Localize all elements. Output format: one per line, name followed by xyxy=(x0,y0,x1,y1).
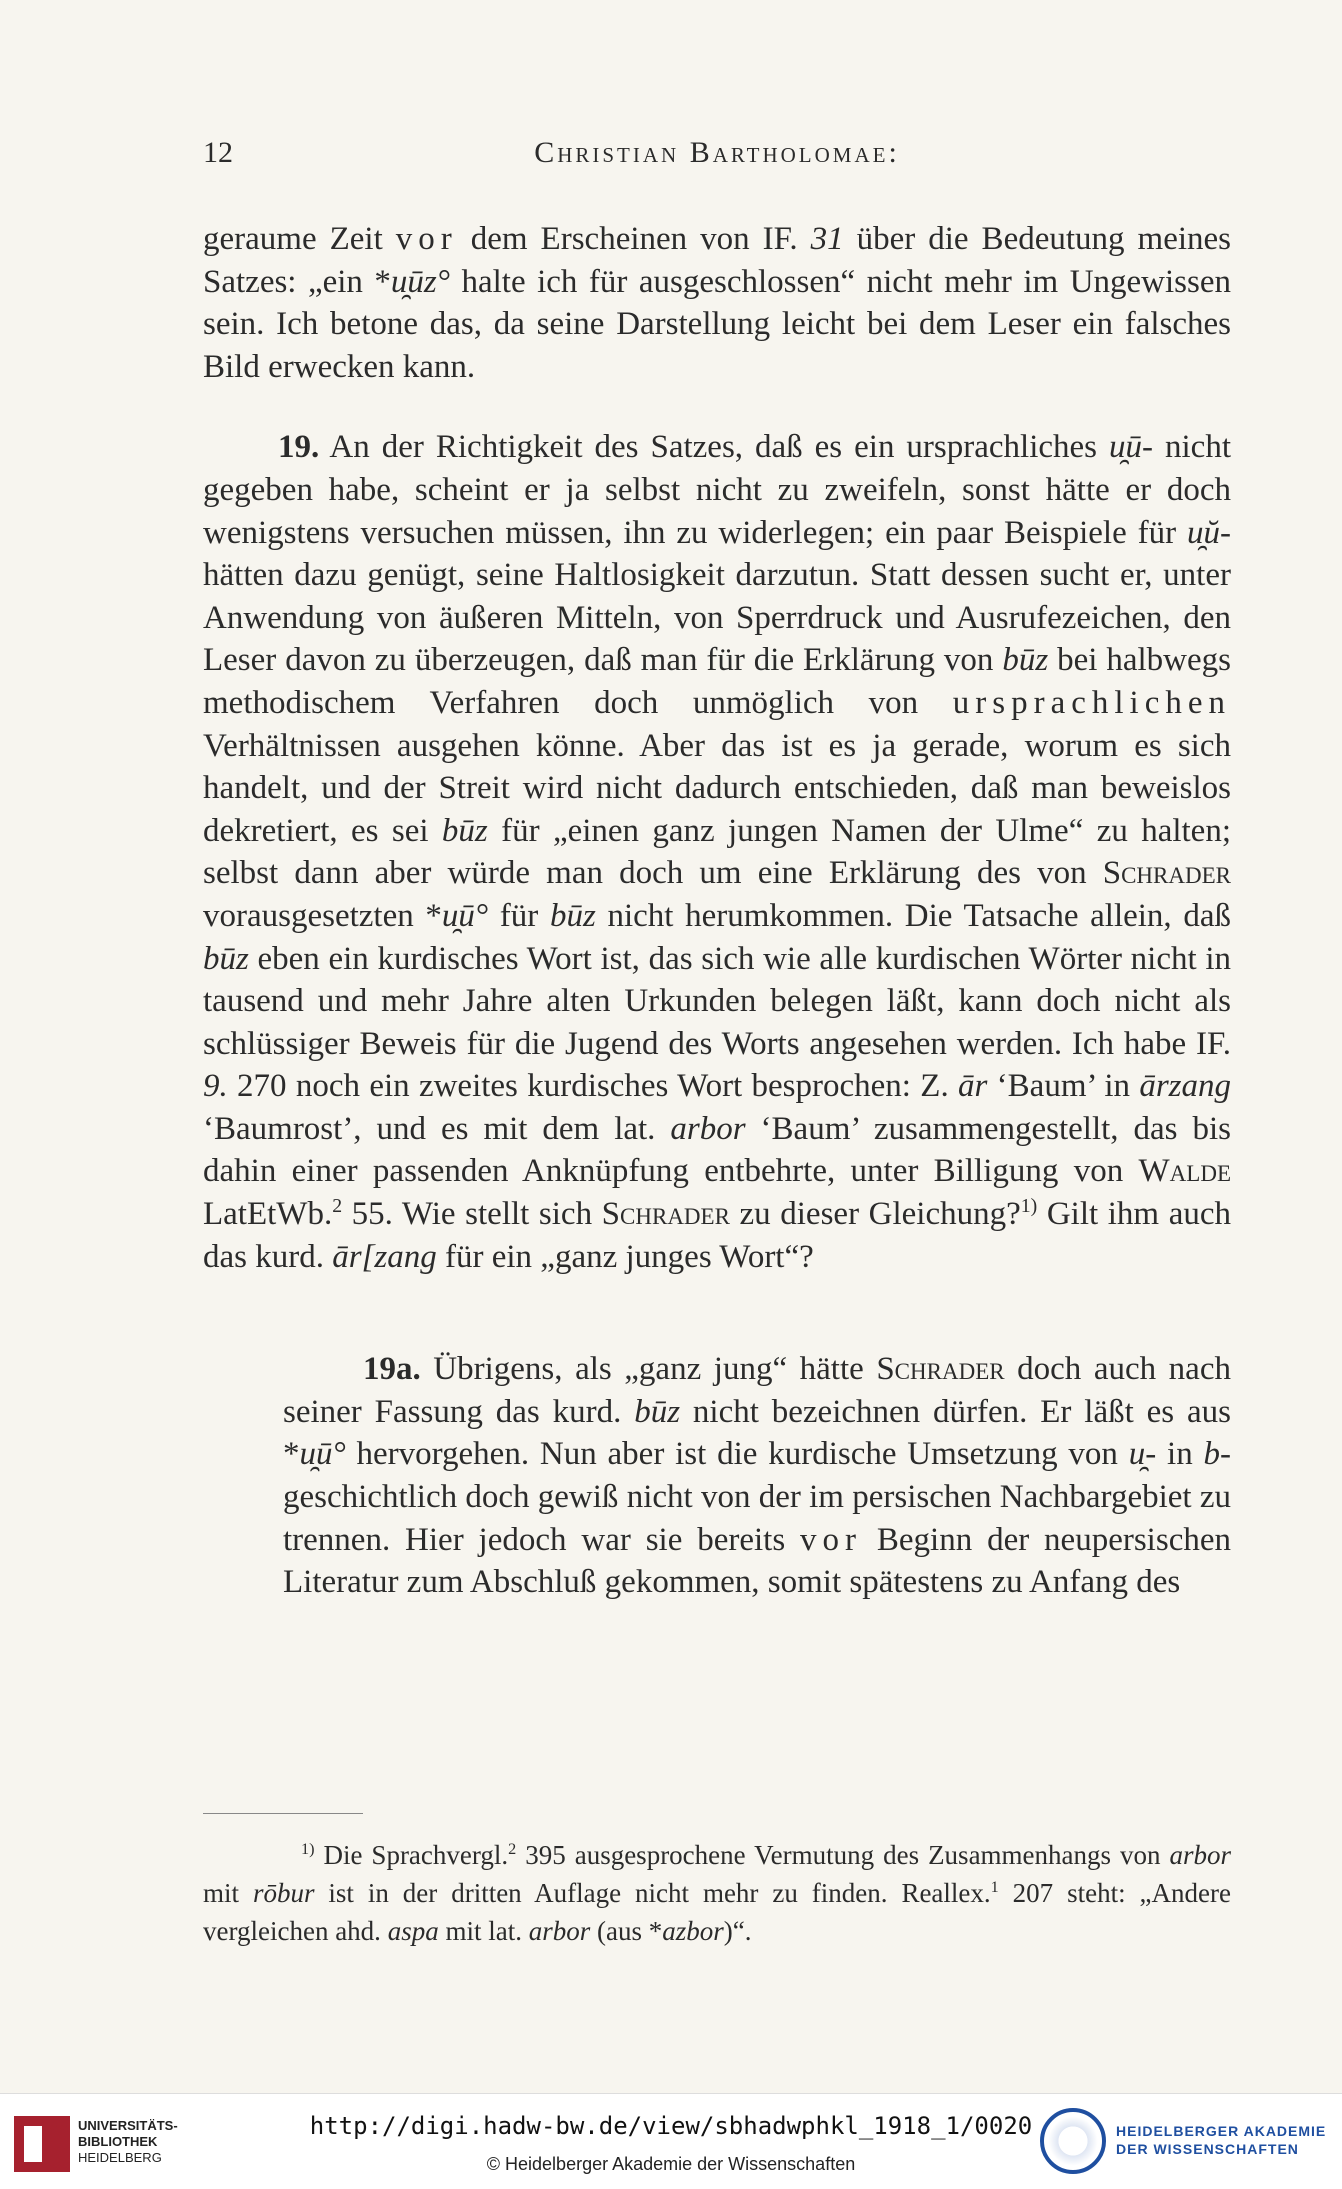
footnote-rule xyxy=(203,1813,363,1814)
paragraph-19a: 19a. Übrigens, als „ganz jung“ hätte Schrader doch auch nach seiner Fassung das kurd. būz nicht bezeichnen dürfen. Er läßt es aus *u̯ū° hervorgehen. Nun aber ist die kurdische Umsetzung von u̯- in b- geschichtlich doch gewiß nicht von der im persischen Nachbargebiet zu trennen. Hier jedoch war sie bereits vor Beginn der neupersischen Literatur zum Abschluß gekommen, somit spätestens zu Anfang des xyxy=(283,1351,1232,1601)
page-header xyxy=(203,136,1231,176)
running-head: Christian Bartholomae: xyxy=(534,136,900,169)
body-text xyxy=(203,218,1231,1604)
footnote-ref: 1) xyxy=(1020,1195,1038,1218)
academy-seal-icon xyxy=(1040,2108,1106,2174)
logo-text-line: HEIDELBERGER AKADEMIE xyxy=(1116,2123,1327,2139)
logo-text-line: HEIDELBERG xyxy=(78,2150,162,2165)
footnote-marker: 1) xyxy=(301,1840,315,1858)
section-number: 19a. xyxy=(363,1351,421,1388)
footer-bar xyxy=(0,2093,1342,2189)
logo-text-line: UNIVERSITÄTS- xyxy=(78,2118,178,2133)
copyright-notice: © Heidelberger Akademie der Wissenschaften xyxy=(486,2154,856,2174)
permalink-url[interactable]: http://digi.hadw-bw.de/view/sbhadwphkl_1918_1/0020 xyxy=(309,2112,1033,2140)
paragraph-intro: geraume Zeit vor dem Erscheinen von IF. 31 über die Bedeutung meines Satzes: „ein *u̯ūz° halte ich für ausgeschlossen“ nicht mehr im Ungewissen sein. Ich betone das, da seine Darstellung leicht bei dem Leser ein falsches Bild erwecken kann. xyxy=(203,221,1232,385)
logo-text-line: BIBLIOTHEK xyxy=(78,2134,158,2149)
section-number: 19. xyxy=(278,429,320,466)
academy-logo[interactable] xyxy=(1040,2108,1335,2178)
paragraph-19: 19. An der Richtigkeit des Satzes, daß es ein ursprachliches u̯ū- nicht gegeben habe, scheint er ja selbst nicht zu zweifeln, sonst hätte er doch wenigstens versuchen müssen, ihn zu widerlegen; ein paar Beispiele für u̯ŭ- hätten dazu genügt, seine Haltlosigkeit darzutun. Statt dessen sucht er, unter Anwendung von äußeren Mitteln, von Sperrdruck und Ausrufezeichen, den Leser davon zu überzeugen, daß man für die Erklärung von būz bei halbwegs methodischem Verfahren doch unmöglich von ursprachlichen Verhältnissen ausgehen könne. Aber das ist es ja gerade, worum es sich handelt, und der Streit wird nicht dadurch entschieden, daß man beweislos dekretiert, es sei būz für „einen ganz jungen Namen der Ulme“ zu halten; selbst dann aber würde man doch um eine Erklärung des von Schrader vorausgesetzten *u̯ū° für būz nicht herumkommen. Die Tatsache allein, daß būz eben ein kurdisches Wort ist, das sich wie alle kurdischen Wörter nicht in tausend und mehr Jahre alten Urkunden belegen läßt, kann doch nicht als schlüssiger Beweis für die Jugend des Worts angesehen werden. Ich habe IF. 9. 270 noch ein zweites kurdisches Wort besprochen: Z. ār ‘Baum’ in ārzang ‘Baumrost’, und es mit dem lat. arbor ‘Baum’ zusammengestellt, das bis dahin einer passenden Anknüpfung entbehrte, unter Billigung von Walde LatEtWb.$^2$ 55. Wie stellt sich Schrader zu dieser Gleichung?$^{1)}$ Gilt ihm auch das kurd. ār[zang für ein „ganz junges Wort“? xyxy=(203,429,1232,1275)
page-number: 12 xyxy=(203,136,233,169)
logo-text-line: DER WISSENSCHAFTEN xyxy=(1116,2141,1299,2157)
footnote: $^{1)}$ Die Sprachvergl.$^2$ 395 ausgesprochene Vermutung des Zusammenhangs von arbor mit rōbur ist in der dritten Auflage nicht mehr zu finden. Reallex.$^1$ 207 steht: „Andere vergleichen ahd. aspa mit lat. arbor (aus *azbor)“. xyxy=(203,1840,1232,1946)
